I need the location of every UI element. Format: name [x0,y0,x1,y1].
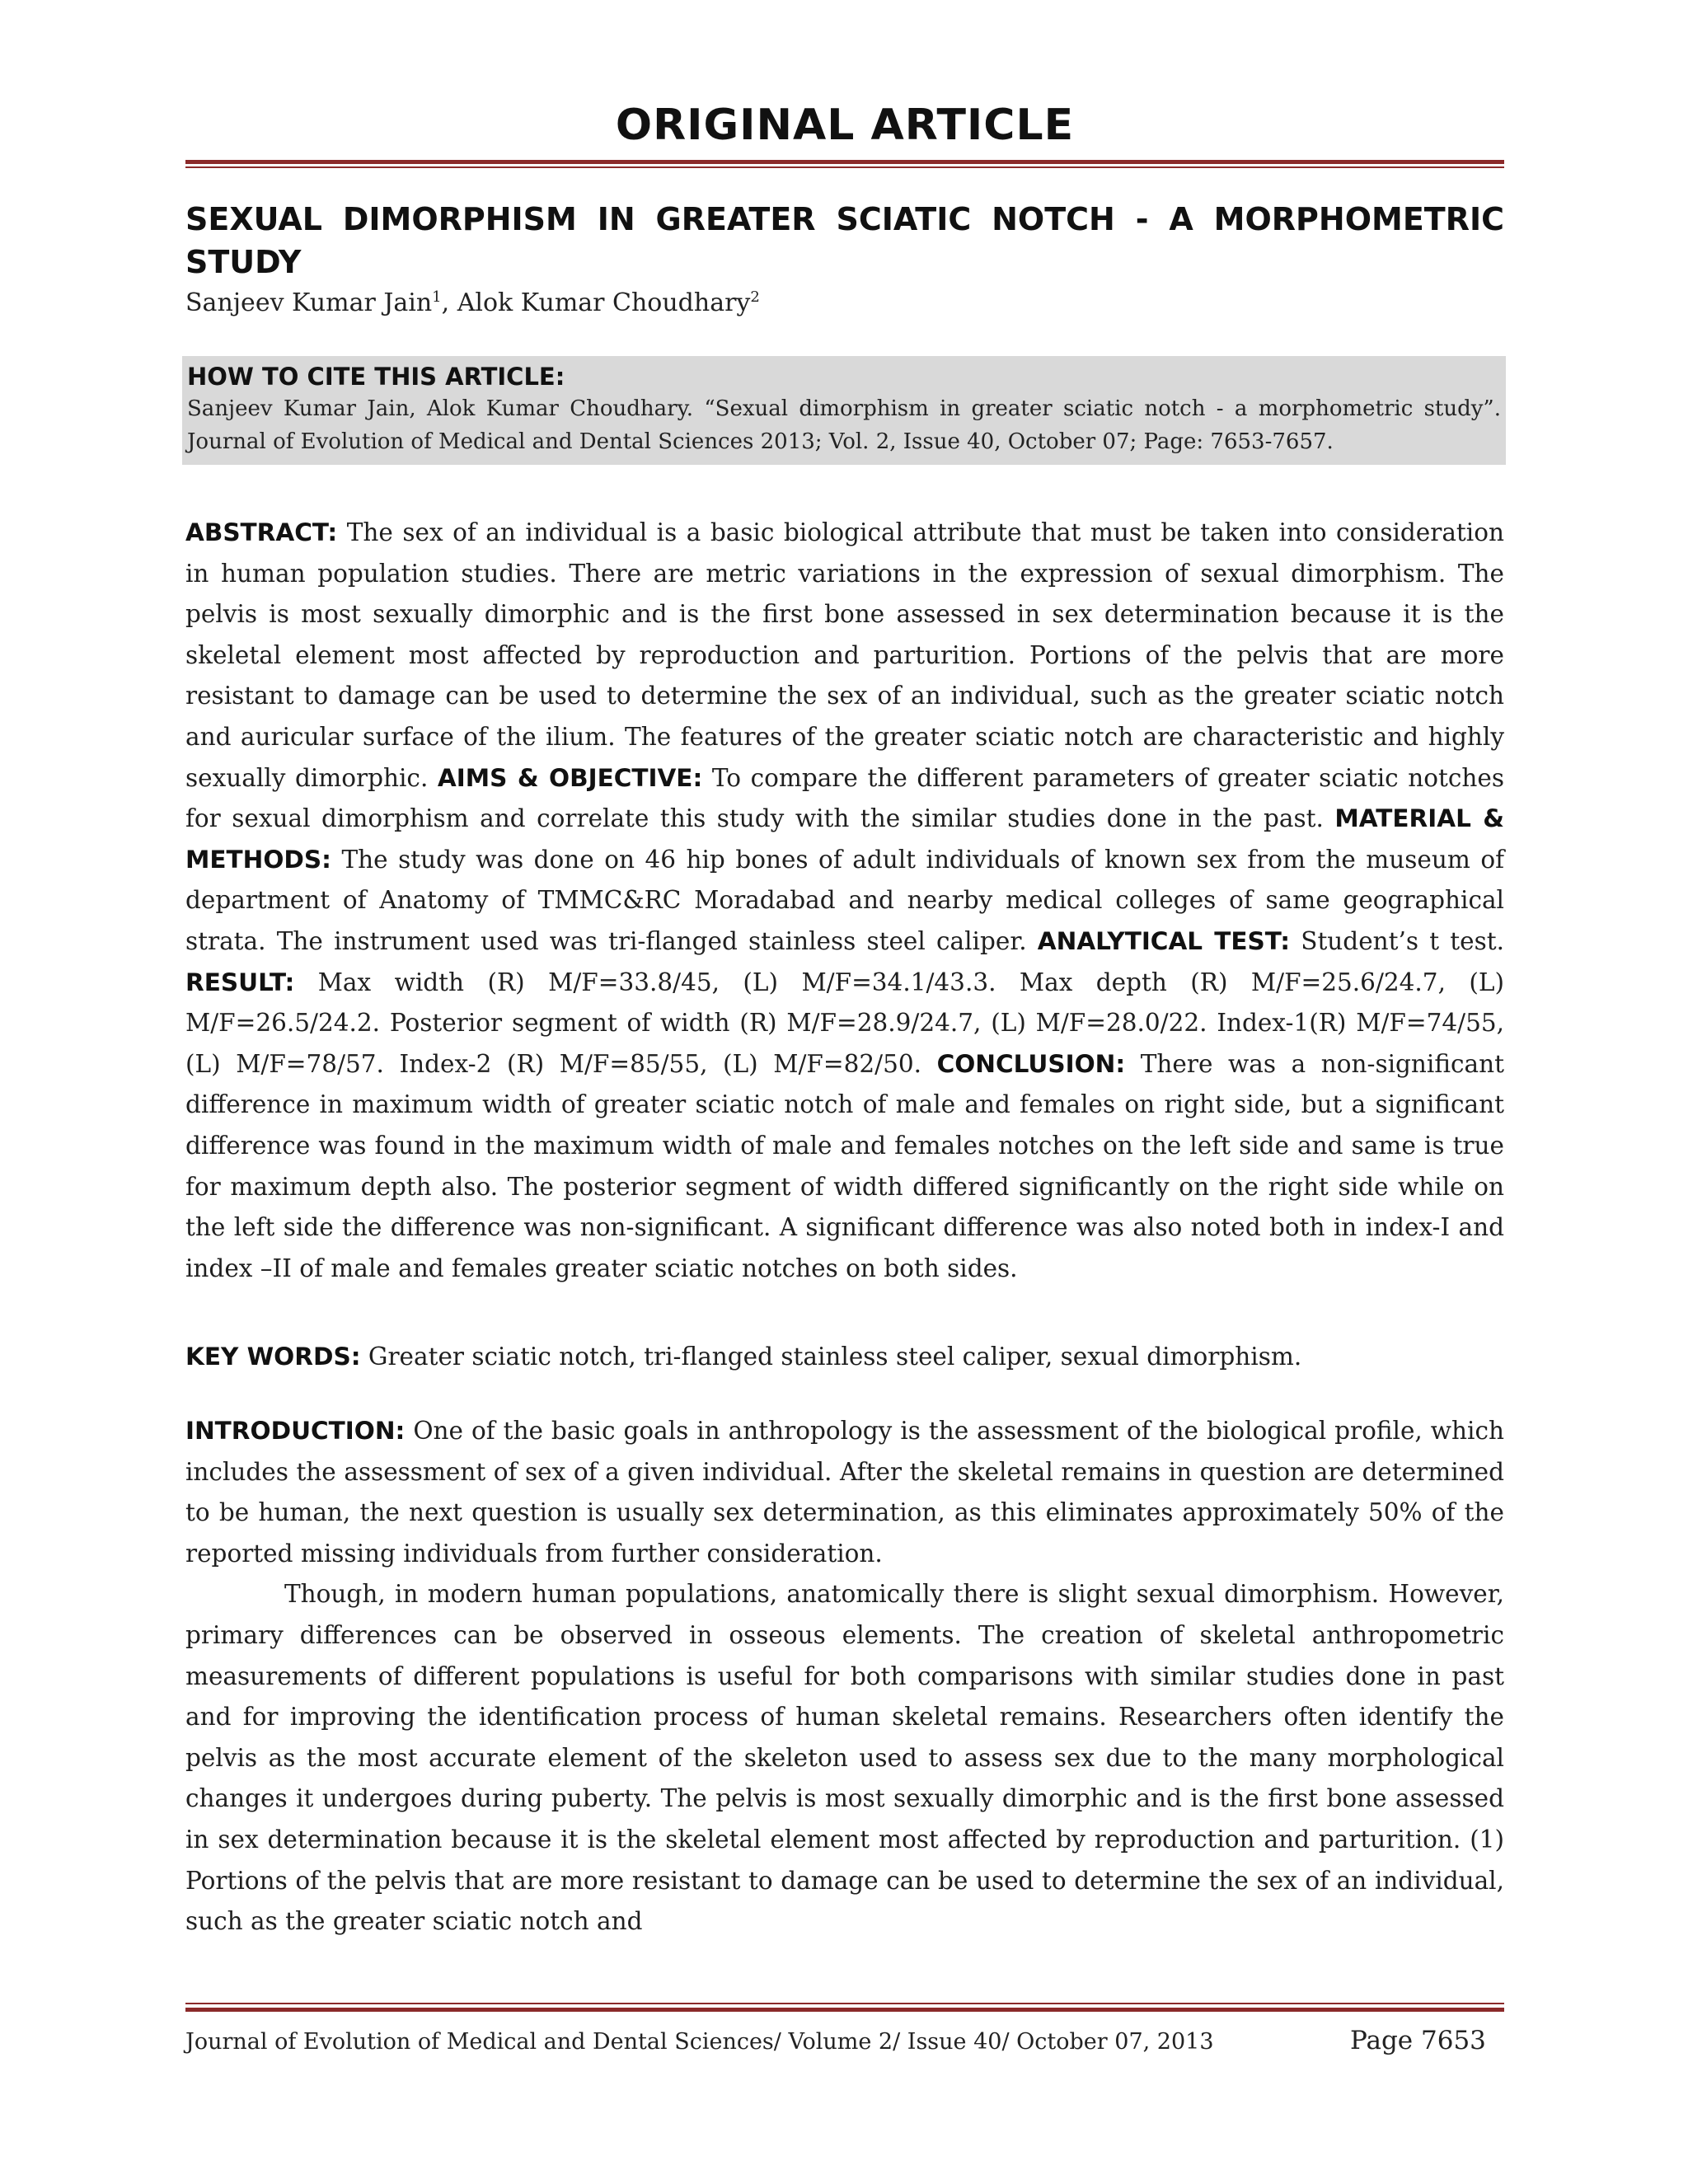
citation-box [182,356,1506,465]
keywords-paragraph [185,1337,1504,1378]
author-affiliation-mark: 1 [432,288,442,306]
author-list [185,288,760,317]
citation-text: Sanjeev Kumar Jain, Alok Kumar Choudhary. “Sexual dimorphism in greater sciatic notch - a morphometric study”. Journal of Evolution of Medical and Dental Sciences 2013; Vol. 2, Issue 40, October 07; Page: 7653-7657. [187,396,1501,454]
result-label: RESULT: [185,968,295,996]
conclusion-label: CONCLUSION: [936,1049,1126,1078]
footer-rule-thin [185,2003,1504,2004]
aims-text: To compare the different parameters of greater sciatic notches for sexual dimorphism and correlate this study with the similar studies done in the past. [185,763,1504,833]
conclusion-text: There was a non-significant difference in maximum width of greater sciatic notch of male and females on right side, but a significant difference was found in the maximum width of male and females notches on the left side and same is true for maximum depth also. The posterior segment of width differed significantly on the right side while on the left side the difference was non-significant. A significant difference was also noted both in index-I and index –II of male and females greater sciatic notches on both sides. [185,1049,1505,1282]
introduction-text: One of the basic goals in anthropology is the assessment of the biological profile, which includes the assessment of sex of a given individual. After the skeletal remains in question are determined to be human, the next question is usually sex determination, as this eliminates approximately 50% of the reported missing individuals from further consideration. [185,1417,1504,1568]
keywords-text: Greater sciatic notch, tri-flanged stainless steel caliper, sexual dimorphism. [360,1343,1302,1371]
article-title: SEXUAL DIMORPHISM IN GREATER SCIATIC NOTCH - A MORPHOMETRIC STUDY [185,201,1504,280]
footer-journal-info: Journal of Evolution of Medical and Dental Sciences/ Volume 2/ Issue 40/ October 07, 2013 [185,2029,1214,2055]
introduction-paragraph [185,1411,1504,1574]
introduction-paragraph: Though, in modern human populations, anatomically there is slight sexual dimorphism. However, primary differences can be observed in osseous elements. The creation of skeletal anthropometric measurements of different populations is useful for both comparisons with similar studies done in past and for improving the identification process of human skeletal remains. Researchers often identify the pelvis as the most accurate element of the skeleton used to assess sex due to the many morphological changes it undergoes during puberty. The pelvis is most sexually dimorphic and is the first bone assessed in sex determination because it is the skeletal element most affected by reproduction and parturition. (1) Portions of the pelvis that are more resistant to damage can be used to determine the sex of an individual, such as the greater sciatic notch and [185,1580,1504,1936]
introduction-label: INTRODUCTION: [185,1417,406,1445]
citation-heading: HOW TO CITE THIS ARTICLE: [187,363,565,391]
introduction-section [185,1411,1504,1943]
abstract-text: The sex of an individual is a basic biological attribute that must be taken into consideration in human population studies. There are metric variations in the expression of sexual dimorphism. The pelvis is most sexually dimorphic and is the first bone assessed in sex determination because it is the skeletal element most affected by reproduction and parturition. Portions of the pelvis that are more resistant to damage can be used to determine the sex of an individual, such as the greater sciatic notch and auricular surface of the ilium. The features of the greater sciatic notch are characteristic and highly sexually dimorphic. [185,518,1504,792]
abstract-paragraph [185,513,1504,1289]
author-name: Sanjeev Kumar Jain [185,288,433,317]
footer-rule-thick [185,2008,1504,2012]
analytical-test-text: Student’s t test. [1290,926,1504,955]
header-rule-thin [185,166,1504,168]
methods-label: MATERIAL & METHODS: [185,804,1504,874]
author-affiliation-mark: 2 [750,288,760,306]
keywords-label: KEY WORDS: [185,1343,361,1371]
section-header: ORIGINAL ARTICLE [615,101,1075,150]
header-rule-thick [185,160,1504,164]
result-text: Max width (R) M/F=33.8/45, (L) M/F=34.1/43.3. Max depth (R) M/F=25.6/24.7, (L) M/F=26.5/24.2. Posterior segment of width (R) M/F=28.9/24.7, (L) M/F=28.0/22. Index-1(R) M/F=74/55, (L) M/F=78/57. Index-2 (R) M/F=85/55, (L) M/F=82/50. [185,968,1504,1078]
author-separator: , [441,288,457,317]
abstract-label: ABSTRACT: [185,518,338,546]
aims-label: AIMS & OBJECTIVE: [437,763,703,792]
author-name: Alok Kumar Choudhary [457,288,751,317]
analytical-test-label: ANALYTICAL TEST: [1037,926,1291,955]
methods-text: The study was done on 46 hip bones of adult individuals of known sex from the museum of department of Anatomy of TMMC&RC Moradabad and nearby medical colleges of same geographical strata. The instrument used was tri-flanged stainless steel caliper. [185,845,1504,955]
footer-page-number: Page 7653 [1350,2026,1486,2055]
